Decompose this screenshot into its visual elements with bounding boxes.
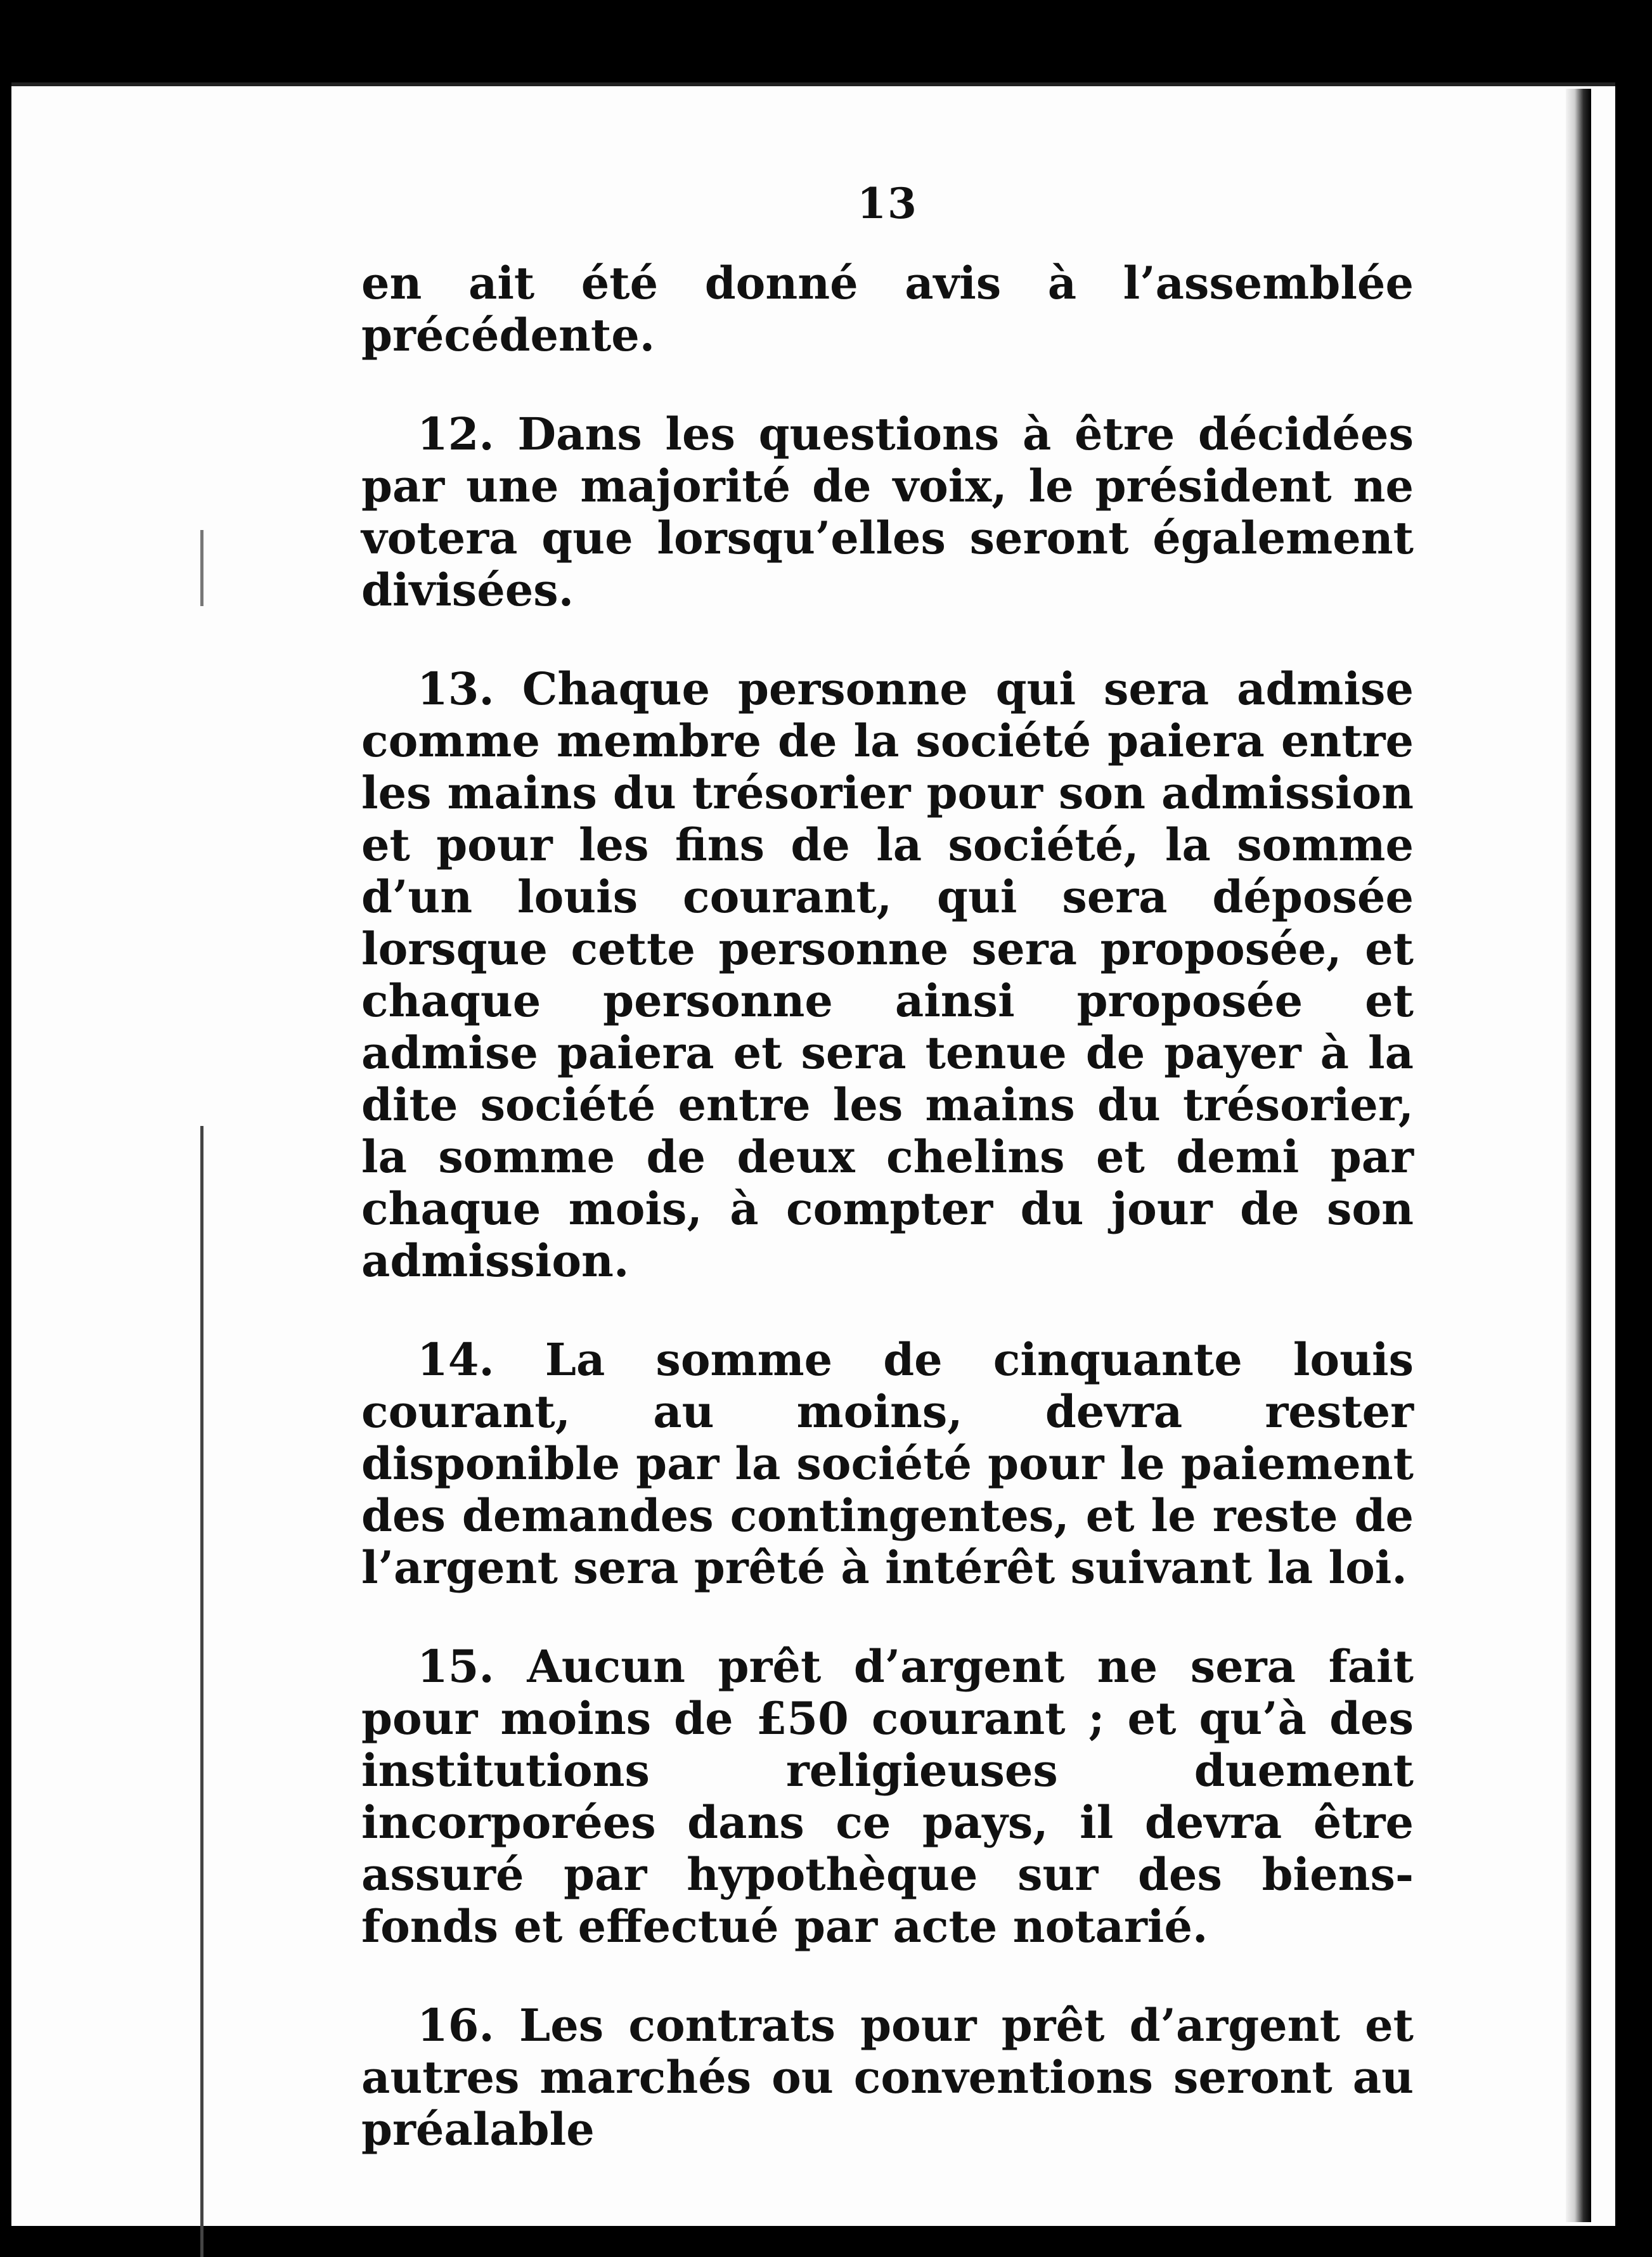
page-number: 13 — [857, 179, 918, 228]
article-12: 12. Dans les questions à être décidées par une majorité de voix, le président ne votera que lorsqu’elles seront également divisées. — [361, 408, 1414, 616]
gutter-shadow-upper — [200, 530, 203, 606]
article-13: 13. Chaque personne qui sera admise comme membre de la société paiera entre les mains du trésorier pour son admission et pour les fins de la société, la somme d’un louis courant, qui sera déposée lorsque cette personne sera proposée, et chaque personne ainsi proposée et admise paiera et sera tenue de payer à la dite société entre les mains du trésorier, la somme de deux chelins et demi par chaque mois, à compter du jour de son admission. — [361, 663, 1414, 1287]
article-16: 16. Les contrats pour prêt d’argent et autres marchés ou conventions seront au préalable — [361, 1999, 1414, 2156]
article-14: 14. La somme de cinquante louis courant, au moins, devra rester disponible par la société pour le paiement des demandes contingentes, et le reste de l’argent sera prêté à intérêt suivant la loi. — [361, 1333, 1414, 1594]
page-text — [361, 178, 1414, 2156]
paragraph-continuation: en ait été donné avis à l’assemblée précédente. — [361, 257, 1414, 361]
article-15: 15. Aucun prêt d’argent ne sera fait pour moins de £50 courant ; et qu’à des institutions religieuses duement incorporées dans ce pays, il devra être assuré par hypothèque sur des biens-fonds et effectué par acte notarié. — [361, 1640, 1414, 1953]
gutter-shadow — [200, 1126, 203, 2257]
page-edge — [1566, 89, 1591, 2222]
